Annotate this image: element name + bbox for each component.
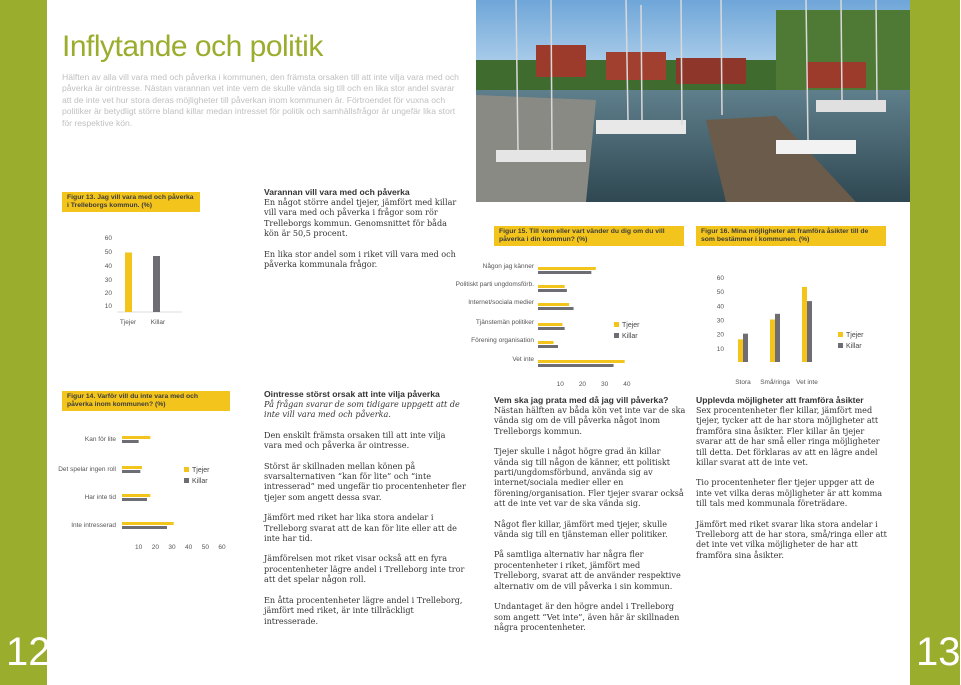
bar-killar [122, 470, 140, 473]
bar-tjejer [122, 494, 150, 497]
legend-label-killar: Killar [622, 333, 638, 340]
x-tick: 50 [201, 544, 209, 551]
page-number-left: 12 [6, 630, 51, 674]
bar-tjejer [122, 466, 142, 469]
y-tick: 60 [716, 275, 724, 282]
legend-label-killar: Killar [846, 343, 862, 350]
bar-killar [743, 334, 748, 362]
category-label: Inte intresserad [71, 522, 116, 529]
intro-text: Hälften av alla vill vara med och påverka i kommunen, den främsta orsaken till att inte vilja vara med och påverka är ointresse. Nästan varannan vet inte vem de skulle vända sig till och en lika stor andel svarar att de inte vet hur stora deras möjligheter till påverkan inom kommunen är. Förtroendet för vuxna och politiker är betydligt större bland killar medan intresset för politik och samhällsfrågor är ungefär lika stort för respektive kön. [62, 72, 459, 128]
category-label: Har inte tid [84, 494, 116, 501]
x-tick: 20 [578, 381, 587, 388]
page-title: Inflytande och politik [62, 30, 323, 63]
y-tick: 10 [104, 303, 112, 310]
bar-tjejer [770, 320, 775, 363]
x-label: Vet inte [796, 379, 818, 386]
bar-killar [775, 314, 780, 362]
column-b-p1: Den enskilt främsta orsaken till att inte vilja vara med och påverka är ointresse. [264, 429, 446, 451]
column-b-p4: Jämförelsen mot riket visar också att en fyra procentenheter lägre andel i Trelleborg inte tror att det spelar någon roll. [264, 553, 465, 585]
harbour-photo [476, 0, 910, 202]
bar-killar [538, 327, 565, 330]
figure-13-chart [62, 228, 202, 330]
bar-tjejer [538, 285, 565, 288]
column-b-sub: På frågan svarar de som tidigare uppgett att de inte vill vara med och påverka. [264, 399, 460, 420]
column-b-p2: Störst är skillnaden mellan könen på svarsalternativen “kan för lite” och “inte intresserad” med ungefär tio procentenheter fler tjejer som angett dessa svar. [264, 460, 466, 502]
figure-16-caption: Figur 16. Mina möjligheter att framföra åsikter till de som bestämmer i kommunen. (%) [696, 226, 886, 246]
bar-killar [807, 301, 812, 362]
column-d-p3: Jämfört med riket svarar lika stora andelar i Trelleborg att de har stora, små/ringa eller att det inte vet vilka möjligheter de har att framföra sina åsikter. [696, 518, 887, 560]
bar-killar [122, 440, 139, 443]
bar-killar [153, 256, 160, 312]
column-c-p2: Tjejer skulle i något högre grad än killar vända sig till någon de känner, ett politiskt parti/ungdomsförbund, använda sig av internet/sociala medier eller en förening/organisation. Fler tjejer svarar också att de inte vet var de ska vända sig. [494, 446, 684, 509]
bar-tjejer [538, 267, 596, 270]
column-a-heading: Varannan vill vara med och påverka [264, 187, 410, 197]
x-tick: 30 [168, 544, 176, 551]
y-tick: 30 [716, 317, 724, 325]
x-tick: 10 [556, 381, 564, 388]
legend-swatch-killar [838, 343, 843, 348]
category-label: Internet/sociala medier [468, 299, 534, 306]
category-label: Någon jag känner [482, 263, 534, 270]
x-label: Små/ringa [760, 379, 790, 386]
category-label: Tjänstemän politiker [475, 319, 534, 326]
x-tick: 20 [151, 544, 159, 551]
y-tick: 50 [104, 249, 112, 256]
figure-14-chart [50, 425, 250, 555]
column-d-heading: Upplevda möjligheter att framföra åsikter [696, 395, 864, 405]
figure-14-caption: Figur 14. Varför vill du inte vara med och påverka inom kommunen? (%) [62, 391, 230, 411]
bar-killar [538, 345, 558, 348]
bar-tjejer [538, 360, 625, 363]
bar-tjejer [738, 339, 743, 362]
x-tick: 40 [623, 381, 631, 388]
bar-tjejer [802, 287, 807, 362]
column-c-p5: Undantaget är den högre andel i Trelleborg som angett “Vet inte”, även här är skillnaden några procentenheter. [494, 601, 680, 632]
legend-swatch-tjejer [614, 322, 619, 327]
bar-killar [538, 289, 567, 292]
column-c-p1: Nästan hälften av båda kön vet inte var de ska vända sig om de vill påverka något inom Trelleborgs kommun. [494, 405, 686, 436]
figure-13-caption: Figur 13. Jag vill vara med och påverka i Trelleborgs kommun. (%) [62, 192, 200, 212]
right-margin-band [910, 0, 960, 685]
bar-tjejer [122, 522, 174, 525]
column-d [696, 395, 892, 570]
legend-label-tjejer: Tjejer [622, 322, 640, 329]
x-label-tjejer: Tjejer [119, 319, 137, 326]
y-tick: 10 [716, 345, 724, 353]
bar-tjejer [125, 253, 132, 313]
x-tick: 10 [135, 544, 143, 551]
legend-swatch-tjejer [838, 332, 843, 337]
x-tick: 60 [218, 544, 226, 551]
column-b [264, 389, 466, 636]
column-b-p3: Jämfört med riket har lika stora andelar i Trelleborg svarat att de kan för lite eller att de inte har tid. [264, 512, 457, 544]
y-tick: 20 [104, 290, 112, 297]
category-label: Politiskt parti ungdomsförb. [455, 281, 534, 288]
y-tick: 40 [716, 303, 724, 311]
x-label-killar: Killar [150, 319, 166, 326]
figure-16 [696, 226, 886, 246]
column-c [494, 395, 686, 642]
x-tick: 30 [601, 381, 609, 388]
figure-15-chart [455, 258, 686, 393]
legend-swatch-killar [614, 333, 619, 338]
column-c-heading: Vem ska jag prata med då jag vill påverka? [494, 395, 669, 405]
category-label: Kan för lite [84, 436, 116, 443]
category-label: Vet inte [512, 356, 534, 363]
figure-13 [62, 192, 200, 212]
category-label: Förening organisation [471, 337, 534, 344]
y-tick: 30 [104, 277, 112, 284]
figure-15 [494, 226, 684, 246]
y-tick: 40 [104, 263, 112, 270]
page-number-right: 13 [916, 630, 961, 674]
bar-killar [538, 307, 574, 310]
column-c-p3: Något fler killar, jämfört med tjejer, skulle vända sig till en tjänsteman eller politiker. [494, 518, 668, 540]
column-a [264, 187, 464, 279]
column-a-p1: En något större andel tjejer, jämfört med killar vill vara med och påverka i frågor som rör Trelleborgs kommun. Genomsnittet för båda kön är 50,5 procent. [264, 197, 457, 239]
figure-16-chart [696, 262, 886, 390]
bar-killar [538, 364, 614, 367]
y-tick: 20 [716, 331, 724, 339]
x-label: Stora [735, 379, 751, 386]
figure-14 [62, 391, 230, 411]
column-a-p2: En lika stor andel som i riket vill vara med och påverka kommunala frågor. [264, 248, 456, 270]
column-d-p1: Sex procentenheter fler killar, jämfört med tjejer, tycker att de har stora möjligheter att framföra sina åsikter. Fler killar än tjejer svarar att de har små eller ringa möjligheter till detta. Det förklaras av att en lägre andel killar svarat att de inte vet. [696, 405, 880, 468]
y-tick: 50 [716, 289, 724, 297]
bar-tjejer [538, 303, 569, 306]
bar-killar [122, 526, 167, 529]
column-b-p5: En åtta procentenheter lägre andel i Trelleborg, jämfört med riket, är inte tillräckligt intresserade. [264, 594, 463, 626]
figure-15-caption: Figur 15. Till vem eller vart vänder du dig om du vill påverka i din kommun? (%) [494, 226, 684, 246]
left-margin-band [0, 0, 51, 685]
legend-label-killar: Killar [192, 478, 208, 485]
legend-swatch-killar [184, 478, 189, 483]
legend-label-tjejer: Tjejer [192, 467, 210, 474]
category-label: Det spelar ingen roll [58, 466, 116, 473]
bar-tjejer [538, 341, 554, 344]
column-c-p4: På samtliga alternativ har några fler procentenheter i riket, jämfört med Trelleborg, svarat att de använder respektive alternativ om de vill påverka i sin kommun. [494, 549, 681, 591]
bar-killar [122, 498, 147, 501]
legend-swatch-tjejer [184, 467, 189, 472]
x-tick: 40 [185, 544, 193, 551]
column-d-p2: Tio procentenheter fler tjejer uppger att de inte vet vilka deras möjligheter är att komma till tals med kommunala företrädare. [696, 477, 883, 509]
y-tick: 60 [104, 235, 112, 242]
column-b-heading: Ointresse störst orsak att inte vilja påverka [264, 389, 440, 399]
bar-killar [538, 271, 591, 274]
bar-tjejer [538, 323, 562, 326]
bar-tjejer [122, 436, 150, 439]
legend-label-tjejer: Tjejer [846, 332, 864, 339]
